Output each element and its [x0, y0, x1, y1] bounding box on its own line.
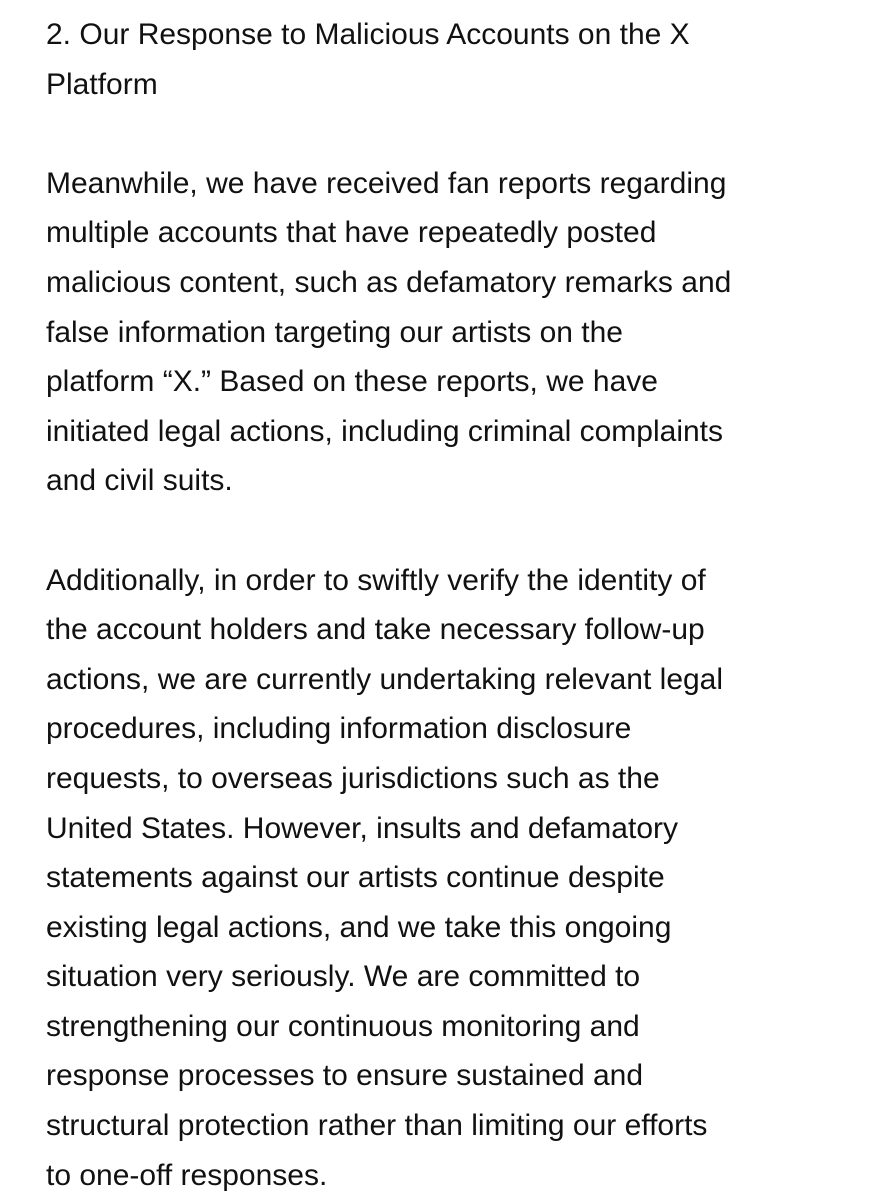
paragraph-line: requests, to overseas jurisdictions such as the — [46, 761, 660, 795]
paragraph-fan-reports — [46, 159, 846, 506]
paragraph-line: statements against our artists continue despite — [46, 861, 665, 895]
paragraph-line: situation very seriously. We are committed to — [46, 960, 641, 994]
paragraph-line: procedures, including information disclosure — [46, 712, 632, 746]
paragraph-line: the account holders and take necessary follow-up — [46, 613, 705, 647]
heading-line: Platform — [46, 67, 158, 101]
paragraph-line: false information targeting our artists on the — [46, 315, 623, 349]
document-body — [46, 10, 846, 1200]
heading-line: 2. Our Response to Malicious Accounts on the X — [46, 18, 690, 51]
paragraph-line: initiated legal actions, including criminal complaints — [46, 414, 724, 448]
paragraph-legal-procedures — [46, 556, 846, 1200]
paragraph-line: multiple accounts that have repeatedly posted — [46, 216, 657, 250]
paragraph-line: structural protection rather than limiting our efforts — [46, 1109, 708, 1143]
paragraph-line: existing legal actions, and we take this ongoing — [46, 910, 672, 944]
paragraph-line: response processes to ensure sustained and — [46, 1059, 644, 1093]
paragraph-line: Meanwhile, we have received fan reports regarding — [46, 166, 727, 200]
paragraph-line: actions, we are currently undertaking relevant legal — [46, 662, 724, 696]
paragraph-line: and civil suits. — [46, 464, 233, 498]
section-heading — [46, 10, 846, 109]
paragraph-line: to one-off responses. — [46, 1158, 328, 1192]
paragraph-line: malicious content, such as defamatory remarks and — [46, 265, 732, 299]
paragraph-line: Additionally, in order to swiftly verify the identity of — [46, 563, 706, 597]
paragraph-line: strengthening our continuous monitoring and — [46, 1009, 640, 1043]
paragraph-line: United States. However, insults and defamatory — [46, 811, 678, 845]
paragraph-line: platform “X.” Based on these reports, we have — [46, 365, 658, 399]
